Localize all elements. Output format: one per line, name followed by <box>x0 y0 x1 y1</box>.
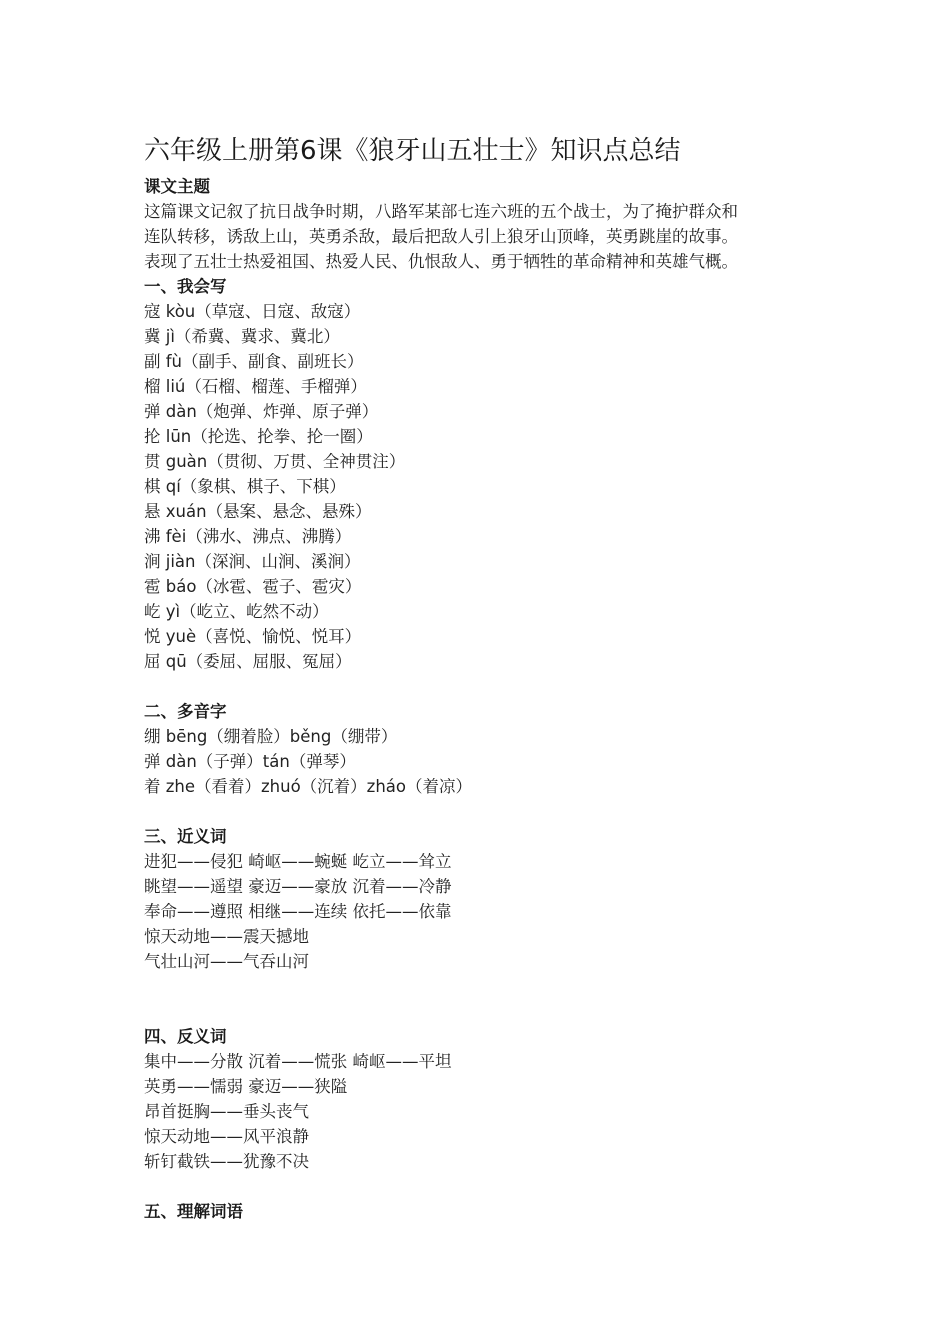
list-item: 沸 fèi（沸水、沸点、沸腾） <box>144 527 352 546</box>
section-heading: 课文主题 <box>144 177 210 196</box>
paragraph-line: 这篇课文记叙了抗日战争时期，八路军某部七连六班的五个战士，为了掩护群众和 <box>144 202 738 221</box>
list-item: 悦 yuè（喜悦、愉悦、悦耳） <box>144 627 362 646</box>
section-heading: 三、近义词 <box>144 827 227 846</box>
section-polyphones <box>144 699 824 799</box>
list-item: 进犯——侵犯 崎岖——蜿蜒 屹立——耸立 <box>144 852 452 871</box>
list-item: 寇 kòu（草寇、日寇、敌寇） <box>144 302 361 321</box>
list-item: 气壮山河——气吞山河 <box>144 952 309 971</box>
list-item: 昂首挺胸——垂头丧气 <box>144 1102 309 1121</box>
list-item: 惊天动地——震天撼地 <box>144 927 309 946</box>
spacer <box>144 674 824 699</box>
paragraph-line: 连队转移，诱敌上山，英勇杀敌，最后把敌人引上狼牙山顶峰，英勇跳崖的故事。 <box>144 227 738 246</box>
section-theme <box>144 174 824 274</box>
section-heading: 二、多音字 <box>144 702 227 721</box>
list-item: 贯 guàn（贯彻、万贯、全神贯注） <box>144 452 406 471</box>
list-item: 惊天动地——风平浪静 <box>144 1127 309 1146</box>
list-item: 斩钉截铁——犹豫不决 <box>144 1152 309 1171</box>
section-writing <box>144 274 824 674</box>
spacer <box>144 799 824 824</box>
section-antonyms <box>144 1024 824 1174</box>
section-heading: 五、理解词语 <box>144 1202 243 1221</box>
list-item: 着 zhe（看着）zhuó（沉着）zháo（着凉） <box>144 777 473 796</box>
section-synonyms <box>144 824 824 974</box>
spacer <box>144 1174 824 1199</box>
list-item: 弹 dàn（子弹）tán（弹琴） <box>144 752 356 771</box>
list-item: 榴 liú（石榴、榴莲、手榴弹） <box>144 377 367 396</box>
list-item: 副 fù（副手、副食、副班长） <box>144 352 364 371</box>
list-item: 屹 yì（屹立、屹然不动） <box>144 602 329 621</box>
section-heading: 一、我会写 <box>144 277 227 296</box>
document-title: 六年级上册第6课《狼牙山五壮士》知识点总结 <box>144 136 681 166</box>
list-item: 悬 xuán（悬案、悬念、悬殊） <box>144 502 372 521</box>
document-page <box>144 132 824 1224</box>
section-heading: 四、反义词 <box>144 1027 227 1046</box>
list-item: 眺望——遥望 豪迈——豪放 沉着——冷静 <box>144 877 452 896</box>
section-understanding <box>144 1199 824 1224</box>
list-item: 弹 dàn（炮弹、炸弹、原子弹） <box>144 402 379 421</box>
list-item: 英勇——懦弱 豪迈——狭隘 <box>144 1077 348 1096</box>
list-item: 屈 qū（委屈、屈服、冤屈） <box>144 652 352 671</box>
list-item: 绷 bēng（绷着脸）běng（绷带） <box>144 727 398 746</box>
list-item: 冀 jì（希冀、冀求、冀北） <box>144 327 340 346</box>
list-item: 棋 qí（象棋、棋子、下棋） <box>144 477 346 496</box>
list-item: 抡 lūn（抡选、抡拳、抡一圈） <box>144 427 373 446</box>
spacer <box>144 974 824 1024</box>
list-item: 雹 báo（冰雹、雹子、雹灾） <box>144 577 362 596</box>
list-item: 奉命——遵照 相继——连续 依托——依靠 <box>144 902 452 921</box>
paragraph-line: 表现了五壮士热爱祖国、热爱人民、仇恨敌人、勇于牺牲的革命精神和英雄气概。 <box>144 252 738 271</box>
list-item: 集中——分散 沉着——慌张 崎岖——平坦 <box>144 1052 452 1071</box>
list-item: 涧 jiàn（深涧、山涧、溪涧） <box>144 552 361 571</box>
